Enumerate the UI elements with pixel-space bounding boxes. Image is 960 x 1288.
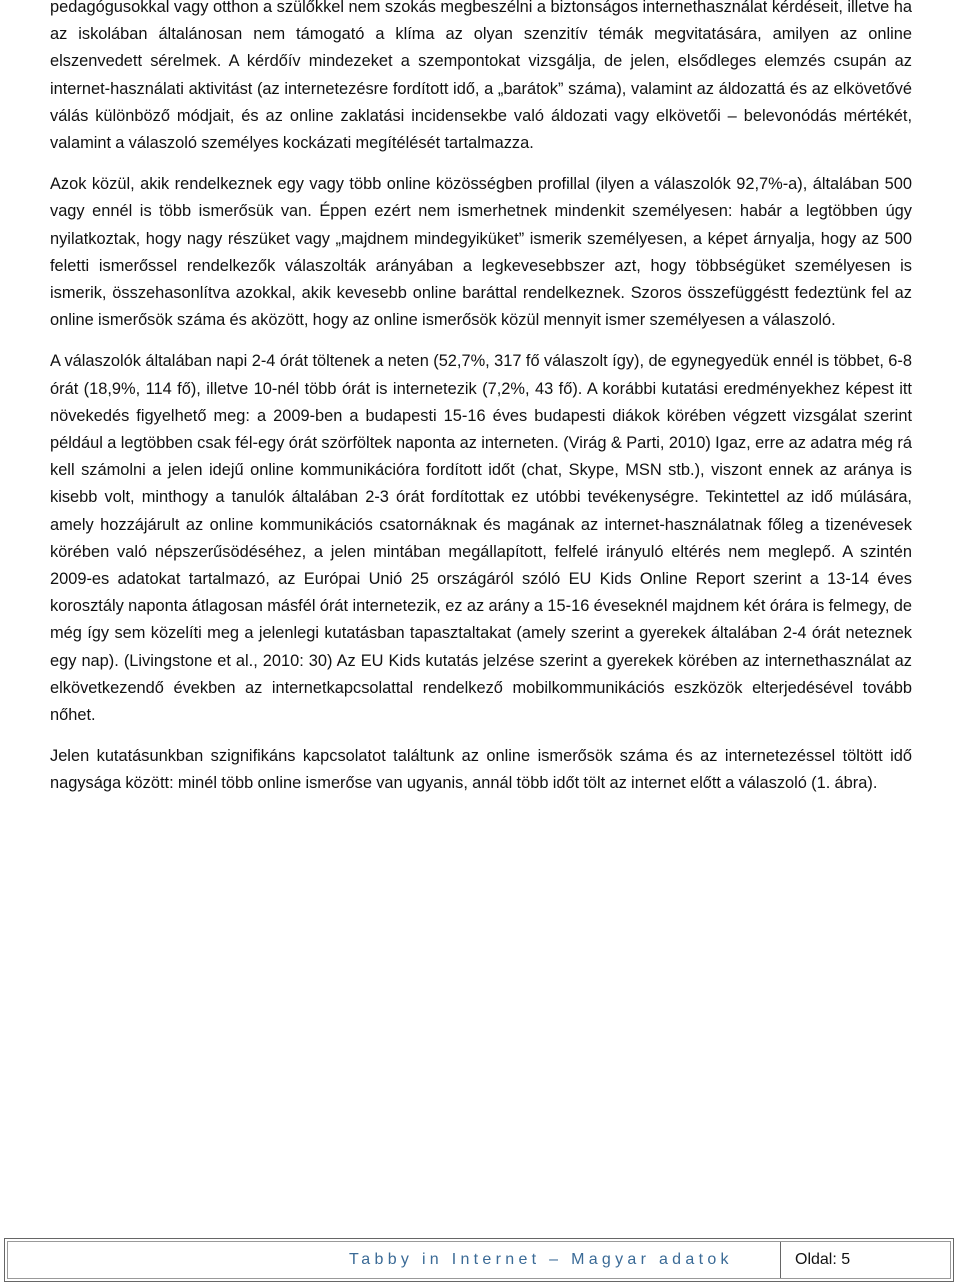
footer-divider	[780, 1242, 781, 1278]
paragraph-online-profiles: Azok közül, akik rendelkeznek egy vagy több online közösségben profillal (ilyen a válaszolók 92,7%-a), általában 500 vagy ennél is több ismerősük van. Éppen ezért nem ismerhetnek mindenkit személyesen: habár a legtöbben úgy nyilatkoztak, hogy nagy részüket vagy „majdnem mindegyiküket” ismerik személyesen, a képet árnyalja, hogy az 500 feletti ismerőssel rendelkezők válaszolták arányában a legkevesebbszer azt, hogy többségüket személyesen is ismerik, összehasonlítva azokkal, akik kevesebb online baráttal rendelkeznek. Szoros összefüggéstt fedeztünk fel az online ismerősök száma és aközött, hogy az online ismerősök közül mennyit ismer személyesen a válaszoló.	[50, 175, 912, 330]
paragraph-correlation: Jelen kutatásunkban szignifikáns kapcsolatot találtunk az online ismerősök száma és az internetezéssel töltött idő nagysága között: minél több online ismerőse van ugyanis, annál több időt tölt az internet előtt a válaszoló (1. ábra).	[50, 747, 912, 793]
page-number: Oldal: 5	[795, 1251, 851, 1268]
footer-title: Tabby in Internet – Magyar adatok	[349, 1251, 733, 1268]
paragraph-intro: pedagógusokkal vagy otthon a szülőkkel nem szokás megbeszélni a biztonságos internethasználat kérdéseit, illetve ha az iskolában általánosan nem támogató a klíma az olyan szenzitív témák megvitatására, amilyen az online elszenvedett sérelmek. A kérdőív mindezeket a szempontokat vizsgálja, de jelen, elsődleges elemzés csupán az internet-használati aktivitást (az internetezésre fordított idő, a „barátok” száma), valamint az áldozattá és az elkövetővé válás különböző módjait, és az online zaklatási incidensekbe való áldozati vagy elkövetői – belevonódás mértékét, valamint a válaszoló személyes kockázati megítélését tartalmazza.	[50, 0, 912, 153]
document-body	[50, 0, 912, 812]
page-footer	[4, 1238, 954, 1282]
paragraph-internet-time: A válaszolók általában napi 2-4 órát töltenek a neten (52,7%, 317 fő válaszolt így), de egynegyedük ennél is többet, 6-8 órát (18,9%, 114 fő), illetve 10-nél több órát is internetezik (7,2%, 43 fő). A korábbi kutatási eredményekhez képest itt növekedés figyelhető meg: a 2009-ben a budapesti 15-16 éves budapesti diákok körében végzett vizsgálat szerint például a legtöbben csak fél-egy órát szörföltek naponta az interneten. (Virág & Parti, 2010) Igaz, erre az adatra még rá kell számolni a jelen idejű online kommunikációra fordított időt (chat, Skype, MSN stb.), viszont ennek az aránya is kisebb volt, minthogy a tanulók általában 2-3 órát fordítottak ez utóbbi tevékenységre. Tekintettel az idő múlására, amely hozzájárult az online kommunikációs csatornáknak és magának az internet-használatnak főleg a tizenévesek körében való népszerűsödéséhez, a jelen mintában megállapított, felfelé irányuló eltérés nem meglepő. A szintén 2009-es adatokat tartalmazó, az Európai Unió 25 országáról szóló EU Kids Online Report szerint a 13-14 éves korosztály naponta átlagosan másfél órát internetezik, ez az arány a 15-16 éveseknél majdnem két órára is felmegy, de még így sem közelíti meg a jelenlegi kutatásban tapasztaltakat (amely szerint a gyerekek általában 2-4 órát neteznek egy nap). (Livingstone et al., 2010: 30) Az EU Kids kutatás jelzése szerint a gyerekek körében az internethasználat az elkövetkezendő években az internetkapcsolattal rendelkező mobilkommunikációs eszközök elterjedésével tovább nőhet.	[50, 352, 912, 725]
